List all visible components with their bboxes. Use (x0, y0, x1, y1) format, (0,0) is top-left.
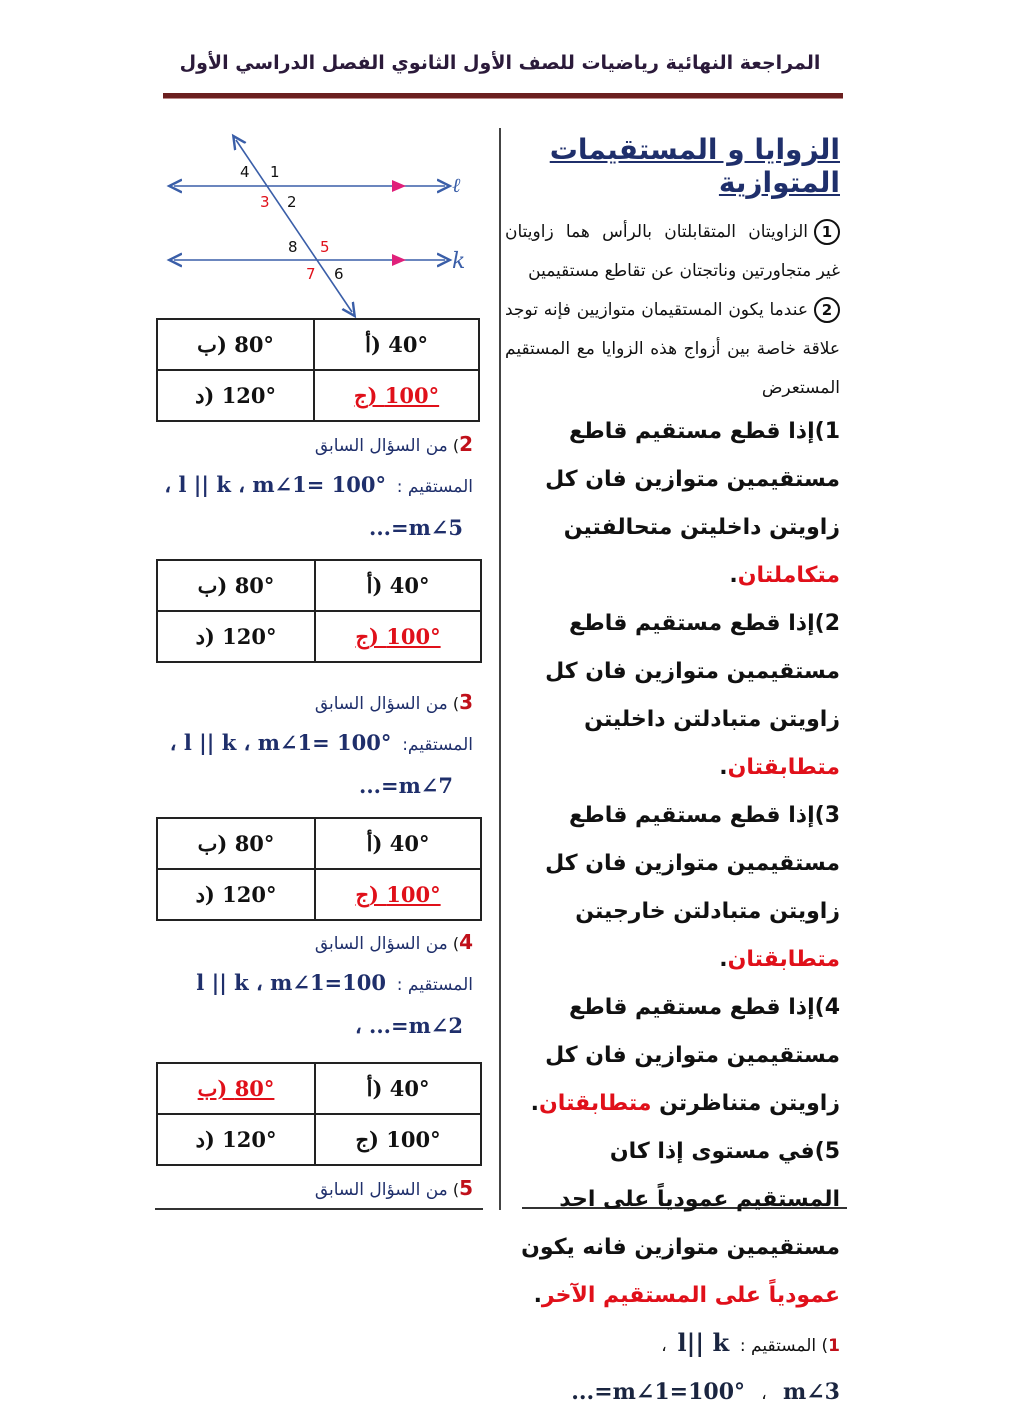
angle-label-6: 6 (334, 265, 344, 283)
choices-table-4 (156, 1062, 482, 1166)
choice-d[interactable]: 120° (د (157, 370, 314, 421)
question-target: m∠2=... ، (354, 1013, 463, 1038)
fact-5: 5)في مستوى إذا كان المستقيم عمودياً على احد مستقيمين متوازين فانه يكون عمودياً على المستقيم الآخر. (521, 1139, 840, 1308)
question-math: l|| k (677, 1328, 730, 1357)
fact-highlight: متطابقتان (727, 755, 840, 780)
question-title: من السؤال السابق (314, 694, 448, 714)
choices-table-2 (156, 559, 482, 663)
question-label: المستقيم : (739, 1336, 817, 1356)
fact-text: إذا قطع مستقيم قاطع مستقيمين متوازين فان كل زاويتن متبادلتن خارجيتن (545, 803, 840, 924)
question-number: 1 (828, 1336, 840, 1356)
fact-number: 2 (824, 611, 840, 636)
question-target: m∠7=... (359, 773, 453, 798)
question-target: m∠5=... (369, 515, 463, 540)
intro-point-1 (505, 213, 840, 291)
angle-label-3: 3 (260, 193, 270, 211)
column-divider (499, 128, 501, 1210)
fact-highlight: عمودياً على المستقيم الآخر (541, 1283, 840, 1308)
angle-label-5: 5 (320, 238, 330, 256)
choice-b[interactable]: 80° (ب (157, 1063, 315, 1114)
question-5: 5) من السؤال السابق (314, 1176, 473, 1200)
question-title: من السؤال السابق (314, 934, 448, 954)
question-number: 5 (459, 1176, 473, 1200)
fact-highlight: متكاملتان (737, 563, 840, 588)
fact-end: . (729, 563, 738, 588)
question-math: l || k ، m∠1= 100° ، (169, 730, 392, 755)
fact-2: 2)إذا قطع مستقيم قاطع مستقيمين متوازين فان كل زاويتن متبادلتن داخليتن متطابقتان. (545, 611, 840, 780)
question-4: 4) من السؤال السابق المستقيم : l || k ، m∠1=100 m∠2=... ، (196, 930, 473, 1038)
fact-highlight: متطابقتان (727, 947, 840, 972)
question-number: 3 (459, 690, 473, 714)
fact-4: 4)إذا قطع مستقيم قاطع مستقيمين متوازين فان كل زاويتن متناظرتن متطابقتان. (530, 995, 840, 1116)
choices-table-1 (156, 318, 480, 422)
fact-end: . (719, 755, 728, 780)
page-header-title: المراجعة النهائية رياضيات للصف الأول الثانوي الفصل الدراسي الأول (179, 52, 821, 74)
parallel-marker-l (392, 180, 406, 192)
choice-d[interactable]: 120° (د (157, 611, 315, 662)
angle-label-7: 7 (306, 265, 316, 283)
fact-text: في مستوى إذا كان المستقيم عمودياً على احد مستقيمين متوازين فانه يكون (521, 1139, 840, 1260)
line-k-label: k (452, 249, 466, 274)
fact-text: إذا قطع مستقيم قاطع مستقيمين متوازين فان كل زاويتن متبادلتن داخليتن (545, 611, 840, 732)
question-label: المستقيم: (402, 735, 473, 755)
fact-number: 3 (824, 803, 840, 828)
question-1-line-1: 1) المستقيم : l|| k ، (661, 1328, 840, 1357)
intro-point-2 (505, 291, 840, 408)
question-title: من السؤال السابق (314, 1180, 448, 1200)
fact-end: . (533, 1283, 542, 1308)
question-math: m∠1=100° (612, 1379, 746, 1405)
choice-d[interactable]: 120° (د (157, 869, 315, 920)
fact-number: 4 (824, 995, 840, 1020)
question-number: 4 (459, 930, 473, 954)
choices-table-3 (156, 817, 482, 921)
parallel-lines-diagram (160, 130, 480, 320)
circle-number-icon: 1 (814, 219, 840, 245)
choice-d[interactable]: 120° (د (157, 1114, 315, 1165)
left-bottom-rule (155, 1208, 483, 1210)
fact-number: 1 (824, 419, 840, 444)
fact-end: . (719, 947, 728, 972)
question-1-line-2: m∠1=100° ، m∠3=... (571, 1379, 840, 1405)
separator: ، (661, 1336, 667, 1356)
section-heading: الزوايا و المستقيمات المتوازية (549, 133, 840, 199)
fact-text: إذا قطع مستقيم قاطع مستقيمين متوازين فان كل زاويتن داخليتن متحالفتين (545, 419, 840, 540)
choice-a[interactable]: 40° (أ (315, 1063, 481, 1114)
question-label: المستقيم : (396, 975, 473, 995)
parallel-marker-k (392, 254, 406, 266)
intro-text: الزاويتان المتقابلتان بالرأس هما زاويتان غير متجاورتين وناتجتان عن تقاطع مستقيمين (505, 222, 840, 281)
question-math: m∠3=... (571, 1379, 840, 1405)
fact-highlight: متطابقتان (539, 1091, 652, 1116)
intro-text: عندما يكون المستقيمان متوازيين فإنه توجد علاقة خاصة بين أزواج هذه الزوايا مع المستقيم المستعرض (505, 300, 840, 398)
question-math: l || k ، m∠1= 100° ، (164, 472, 386, 497)
choice-b[interactable]: 80° (ب (157, 319, 314, 370)
fact-end: . (530, 1091, 540, 1116)
choice-b[interactable]: 80° (ب (157, 560, 315, 611)
question-title: من السؤال السابق (314, 436, 448, 456)
angle-label-4: 4 (240, 163, 250, 181)
header-rule (163, 93, 843, 99)
fact-number: 5 (824, 1139, 840, 1164)
choice-b[interactable]: 80° (ب (157, 818, 315, 869)
choice-c[interactable]: 100° (ج (315, 869, 481, 920)
line-l-label: ℓ (452, 173, 461, 197)
fact-1: 1)إذا قطع مستقيم قاطع مستقيمين متوازين فان كل زاويتن داخليتن متحالفتين متكاملتان. (545, 419, 840, 588)
choice-c[interactable]: 100° (ج (314, 370, 479, 421)
question-label: المستقيم : (396, 477, 473, 497)
transversal (236, 140, 352, 312)
fact-text: إذا قطع مستقيم قاطع مستقيمين متوازين فان كل زاويتن متناظرتن (545, 995, 840, 1116)
question-number: 2 (459, 432, 473, 456)
circle-number-icon: 2 (814, 297, 840, 323)
choice-a[interactable]: 40° (أ (314, 319, 479, 370)
question-3: 3) من السؤال السابق المستقيم: l || k ، m∠1= 100° ، m∠7=... (169, 690, 473, 798)
fact-3: 3)إذا قطع مستقيم قاطع مستقيمين متوازين فان كل زاويتن متبادلتن خارجيتن متطابقتان. (545, 803, 840, 972)
angle-label-8: 8 (288, 238, 298, 256)
right-column (505, 125, 840, 1417)
question-2: 2) من السؤال السابق المستقيم : l || k ، m∠1= 100° ، m∠5=... (164, 432, 473, 540)
choice-c[interactable]: 100° (ج (315, 1114, 481, 1165)
choice-a[interactable]: 40° (أ (315, 818, 481, 869)
question-math: l || k ، m∠1=100 (196, 970, 386, 995)
choice-a[interactable]: 40° (أ (315, 560, 481, 611)
angle-label-1: 1 (270, 163, 280, 181)
angle-label-2: 2 (287, 193, 297, 211)
choice-c[interactable]: 100° (ج (315, 611, 481, 662)
